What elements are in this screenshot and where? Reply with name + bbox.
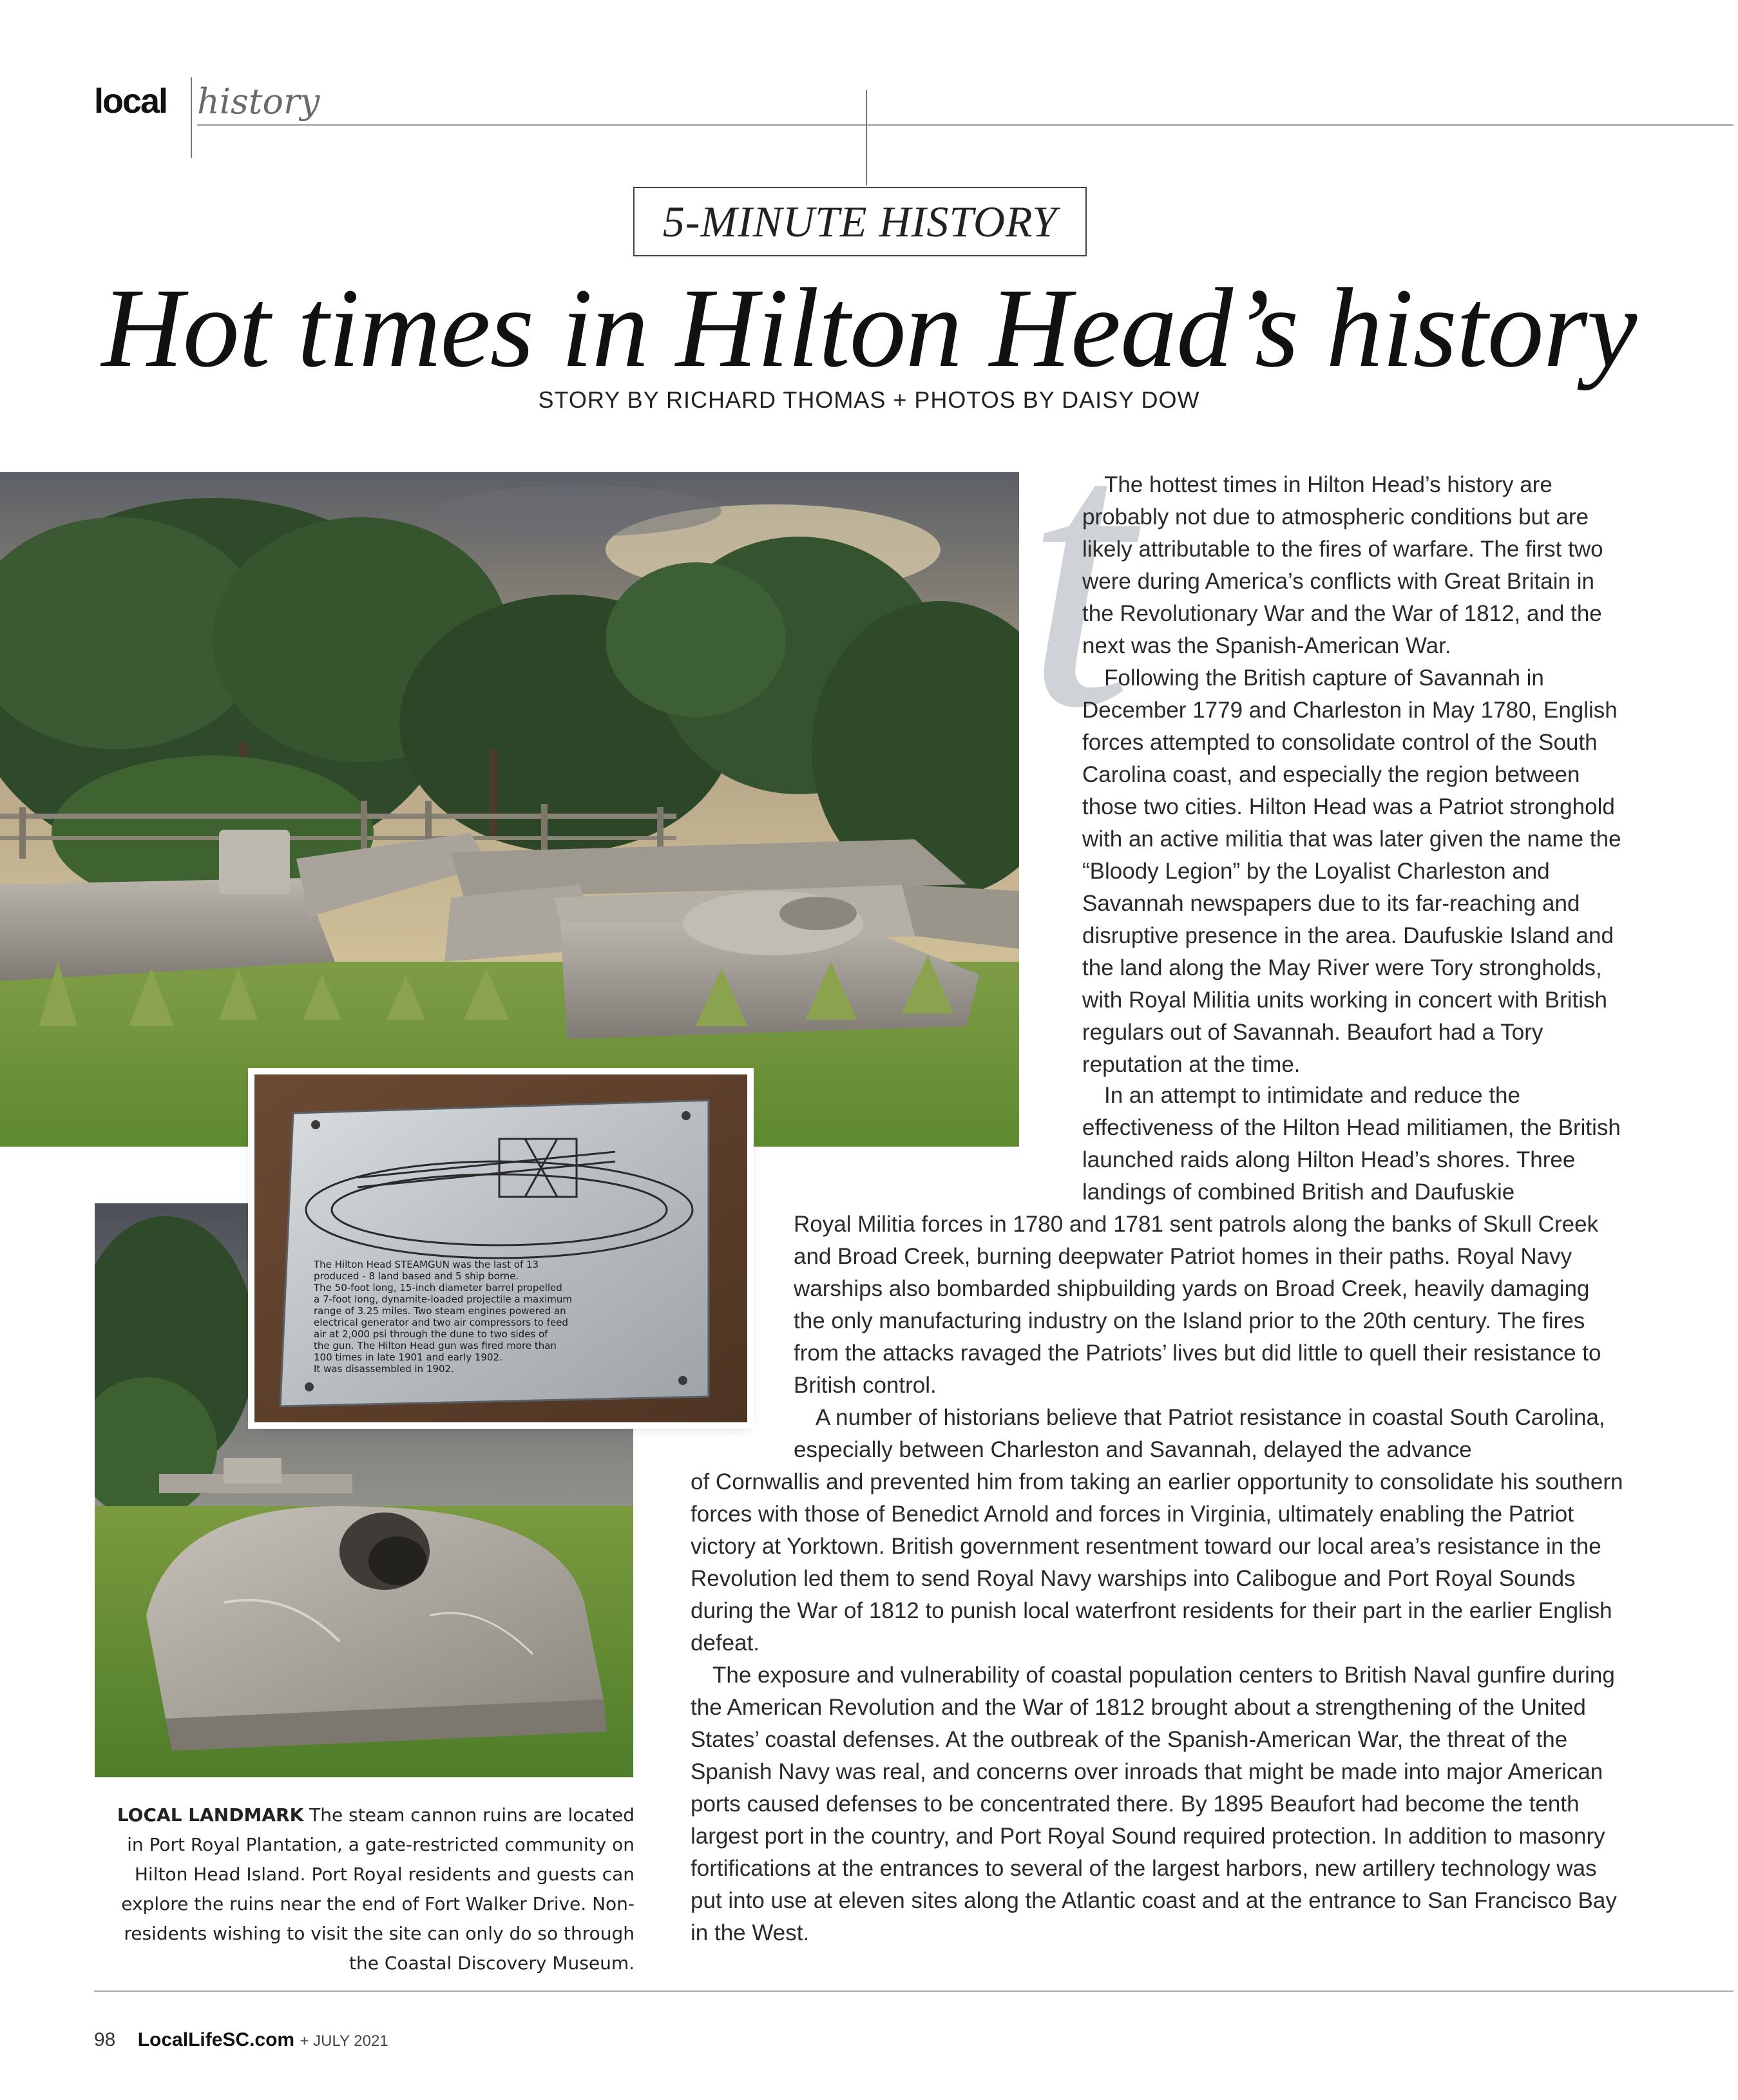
body-paragraph: A number of historians believe that Patriot resistance in coastal South Carolina, especially between Charleston and Savannah, delayed the advance — [794, 1405, 1605, 1462]
ruins-landscape-illustration — [0, 472, 1019, 1147]
body-paragraph: Royal Militia forces in 1780 and 1781 sent patrols along the banks of Skull Creek and Broad Creek, burning deepwater Patriot homes in their paths. Royal Navy warships also bombarded shipbuilding yards on Broad Creek, heavily damaging the only manufacturing industry on the Island prior to the 20th century. The fires from the attacks ravaged the Patriots’ lives but did little to quell their resistance to British control. — [794, 1212, 1601, 1398]
photo-caption — [97, 1800, 635, 1978]
ruins-landscape-photo — [0, 472, 1019, 1147]
plaque-line: produced - 8 land based and 5 ship borne. — [314, 1270, 519, 1282]
issue-date: + JULY 2021 — [300, 2032, 388, 2050]
plaque-line: range of 3.25 miles. Two steam engines powered an — [314, 1305, 566, 1317]
headline: Hot times in Hilton Head’s history — [101, 265, 1637, 391]
body-paragraph: In an attempt to intimidate and reduce the effectiveness of the Hilton Head militiamen, the British launched raids along Hilton Head’s shores. Three landings of combined British and Daufuskie — [1082, 1083, 1621, 1205]
header-rule — [197, 124, 1733, 126]
plaque-line: the gun. The Hilton Head gun was fired more than — [314, 1340, 557, 1351]
plaque-line: It was disassembled in 1902. — [314, 1363, 454, 1375]
header-divider — [191, 77, 192, 158]
caption-text: The steam cannon ruins are located in Port Royal Plantation, a gate-restricted community on Hilton Head Island. Port Royal residents and guests can explore the ruins near the end of Fort Walker Drive. Non-residents wishing to visit the site can only do so through the Coastal Discovery Museum. — [121, 1804, 635, 1974]
body-paragraph: Following the British capture of Savannah in December 1779 and Charleston in May 1780, English forces attempted to consolidate control of the South Carolina coast, and especially the region between those two cities. Hilton Head was a Patriot stronghold with an active militia that was later given the name the “Bloody Legion” by the Loyalist Charleston and Savannah newspapers due to its far-reaching and disruptive presence in the area. Daufuskie Island and the land along the May River were Tory strongholds, with Royal Militia units working in concert with British regulars out of Savannah. Beaufort had a Tory reputation at the time. — [1082, 665, 1621, 1077]
plaque-line: a 7-foot long, dynamite-loaded projectile a maximum — [314, 1293, 573, 1305]
plaque-line: The Hilton Head STEAMGUN was the last of 13 — [314, 1259, 539, 1270]
footer-rule — [94, 1990, 1733, 1992]
footer — [94, 2029, 388, 2051]
kicker: 5-MINUTE HISTORY — [662, 196, 1058, 246]
caption-label: LOCAL LANDMARK — [117, 1804, 304, 1826]
kicker-box — [633, 187, 1087, 256]
body-paragraph: of Cornwallis and prevented him from taking an earlier opportunity to consolidate his southern forces with those of Benedict Arnold and forces in Virginia, ultimately enabling the Patriot victory at Yorktown. British government resentment toward our local area’s resistance in the Revolution led them to send Royal Navy warships into Calibogue and Port Royal Sounds during the War of 1812 to punish local waterfront residents for their part in the earlier English defeat. — [691, 1469, 1623, 1656]
body-paragraph: The hottest times in Hilton Head’s history are probably not due to atmospheric conditions but are likely attributable to the fires of warfare. The first two were during America’s conflicts with Great Britain in the Revolutionary War and the War of 1812, and the next was the Spanish-American War. — [1082, 472, 1603, 658]
site-url[interactable]: LocalLifeSC.com — [137, 2029, 295, 2050]
drop-cap: t — [1026, 359, 1133, 787]
byline: STORY BY RICHARD THOMAS + PHOTOS BY DAISY DOW — [538, 387, 1200, 413]
body-paragraph: The exposure and vulnerability of coastal population centers to British Naval gunfire during the American Revolution and the War of 1812 brought about a strengthening of the United States’ coastal defenses. At the outbreak of the Spanish-American War, the threat of the Spanish Navy was real, and concerns over inroads that might be made into major American ports caused defenses to be concentrated there. By 1895 Beaufort had become the tenth largest port in the country, and Port Royal Sound required protection. In addition to masonry fortifications at the entrances to several of the largest harbors, new artillery technology was put into use at eleven sites along the Atlantic coast and at the entrance to San Francisco Bay in the West. — [691, 1663, 1617, 1945]
plaque-illustration — [254, 1074, 747, 1422]
section-label: local — [94, 82, 167, 120]
steamgun-plaque-photo — [254, 1074, 747, 1422]
plaque-line: electrical generator and two air compressors to feed — [314, 1317, 568, 1328]
plaque-line: The 50-foot long, 15-inch diameter barrel propelled — [314, 1282, 562, 1293]
plaque-line: air at 2,000 psi through the dune to two sides of — [314, 1328, 548, 1340]
subsection-label: history — [197, 81, 320, 122]
kicker-connector — [866, 90, 867, 186]
page-number: 98 — [94, 2029, 116, 2050]
plaque-line: 100 times in late 1901 and early 1902. — [314, 1351, 502, 1363]
